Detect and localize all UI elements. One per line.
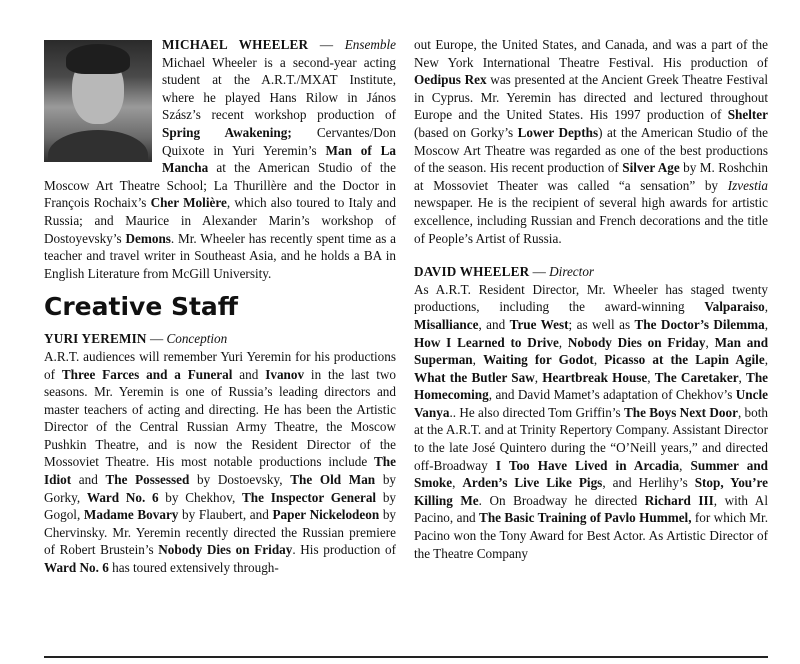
bio-text: newspaper. He is the recipient of several high awards for artistic excellence, including Russian and French decorations and the title of People’s Artist of Russia.	[414, 195, 768, 246]
bio-text: . On Broadway he directed	[478, 492, 645, 508]
bio-text: . His production of	[292, 542, 396, 558]
production-title: Three Farces and a Funeral	[61, 366, 233, 382]
bio-text: (based on Gorky’s	[414, 124, 518, 140]
bio-text: Michael Wheeler is a second-year acting student at the A.R.T./MXAT Institute, where he played Hans Rilow in János Szász’s recent workshop production of	[162, 54, 396, 123]
production-title: The Homecoming	[414, 369, 769, 403]
bio-text: by Flaubert, and	[178, 507, 273, 523]
production-title: What the Butler Saw	[414, 369, 535, 385]
bio-text: , with Al Pacino, and	[414, 492, 768, 526]
bio-text: by Gorky,	[44, 472, 396, 505]
michael-wheeler-headshot	[44, 40, 152, 162]
bio-sep: —	[146, 331, 167, 347]
bio-text: by Dostoevsky,	[189, 472, 291, 488]
production-title: Summer and Smoke	[414, 457, 769, 491]
production-title: Valparaiso	[704, 299, 765, 315]
bio-yuri-yeremin	[44, 330, 396, 576]
bio-text: ; as well as	[568, 316, 635, 332]
production-title: Silver Age	[622, 160, 680, 176]
bio-text: , both at the A.R.T. and at Trinity Repertory Company. Assistant Director to the late José Quintero during the “O’Neill years,” and directed off-Broadway	[414, 404, 768, 473]
bio-text: by Chervinsky. Mr. Yeremin recently directed the Russian premiere of Robert Brustein’s	[44, 507, 397, 558]
production-title: Nobody Dies on Friday	[567, 334, 706, 350]
left-column	[44, 36, 396, 577]
bio-role: Conception	[166, 331, 228, 347]
page-bottom-rule	[44, 656, 768, 658]
production-title: The Possessed	[105, 472, 190, 488]
production-title: Lower Depths	[517, 124, 599, 140]
production-title: Paper Nickelodeon	[272, 507, 380, 523]
bio-text: . Mr. Wheeler has recently spent time as a teacher and travel writer in Southeast Asia, and he holds a BA in English Literature from McGill University.	[44, 230, 396, 281]
bio-text: A.R.T. audiences will remember Yuri Yeremin for his productions of	[44, 348, 396, 382]
production-title: Picasso at the Lapin Agile	[604, 352, 765, 368]
bio-name: DAVID WHEELER	[414, 264, 530, 280]
production-title: True West	[509, 316, 569, 332]
bio-text: Cervantes/Don Quixote in Yuri Yeremin’s	[162, 124, 396, 158]
bio-text: out Europe, the United States, and Canada, and was a part of the New York International Theatre Festival. His production of	[414, 37, 768, 70]
production-title: Richard III	[644, 492, 714, 508]
production-title: Heartbreak House	[542, 369, 648, 385]
bio-text: and	[71, 472, 106, 488]
production-title: Uncle Vanya	[414, 387, 768, 420]
bio-text: ,	[472, 352, 484, 368]
bio-text: ,	[764, 316, 768, 332]
production-title: The Idiot	[44, 454, 396, 488]
bio-name: MICHAEL WHEELER	[162, 37, 309, 52]
publication-title: Izvestia	[727, 177, 768, 193]
bio-text: ,	[679, 457, 691, 473]
bio-text: ,	[705, 334, 715, 350]
bio-text: , and Herlihy’s	[602, 475, 695, 491]
bio-text: ) at the American Studio of the Moscow Art Theatre was regarded as one of the best productions of the season. His recent production of	[414, 124, 768, 176]
bio-text: has toured extensively through-	[108, 560, 279, 576]
bio-text: , which also toured to Italy and Russia; and Maurice in Alexander Marin’s workshop of Dostoyevsky’s	[44, 195, 396, 246]
bio-text: ,	[647, 369, 655, 385]
right-column	[414, 36, 768, 562]
bio-text: by Chekhov,	[158, 489, 243, 505]
production-title: Cher Molière	[150, 195, 227, 211]
production-title: How I Learned to Drive	[414, 334, 559, 350]
production-title: The Caretaker	[654, 369, 739, 385]
production-title: Arden’s Live Like Pigs	[462, 475, 603, 491]
production-title: The Boys Next Door	[623, 404, 738, 420]
section-heading: Creative Staff	[44, 292, 239, 322]
bio-text: by Gogol,	[44, 489, 397, 523]
bio-david-wheeler	[414, 263, 768, 562]
bio-text: As A.R.T. Resident Director, Mr. Wheeler has staged twenty productions, including the award-winning	[414, 281, 768, 315]
bio-role: Director	[549, 264, 595, 280]
production-title: The Inspector General	[242, 489, 377, 505]
bio-text: was presented at the Ancient Greek Theatre Festival in Cyprus. Mr. Yeremin has directed and lectured throughout Europe and the United States. His 1997 production of	[414, 72, 768, 123]
bio-sep: —	[308, 37, 345, 52]
bio-yuri-yeremin-continued	[414, 36, 768, 247]
production-title: Waiting for Godot	[483, 352, 594, 368]
bio-text: ,	[764, 352, 768, 368]
bio-text: and	[232, 366, 266, 382]
production-title: Shelter	[727, 107, 768, 123]
bio-text: ,	[452, 475, 463, 491]
production-title: Madame Bovary	[83, 507, 179, 523]
bio-text: ,	[558, 334, 568, 350]
production-title: The Basic Training of Pavlo Hummel,	[479, 510, 692, 526]
bio-role: Ensemble	[344, 37, 397, 52]
production-title: The Doctor’s Dilemma	[634, 316, 765, 332]
production-title: Ward No. 6	[44, 560, 109, 576]
production-title: Demons	[125, 230, 171, 246]
bio-text: at the American Studio of the Moscow Art Theatre School; La Thurillère and the Doctor in François Rochaix’s	[44, 160, 396, 211]
production-title: Man and Superman	[414, 334, 769, 368]
production-title: Nobody Dies on Friday	[158, 542, 293, 558]
production-title: Man of La Mancha	[162, 142, 396, 176]
production-title: Oedipus Rex	[414, 72, 487, 88]
production-title: Misalliance	[414, 316, 479, 332]
bio-name: YURI YEREMIN	[44, 331, 147, 347]
bio-text: , and David Mamet’s adaptation of Chekhov’s	[488, 387, 736, 403]
bio-text: ,	[593, 352, 605, 368]
bio-text: for which Mr. Pacino won the Tony Award for Best Actor. As Artistic Director of the Theatre Company	[414, 510, 768, 561]
bio-text: ,	[764, 299, 768, 315]
production-title: Stop, You’re Killing Me	[414, 475, 769, 508]
production-title: Ward No. 6	[86, 489, 159, 505]
production-title: Ivanov	[265, 366, 305, 382]
bio-text: , and	[478, 316, 510, 332]
bio-text: ,	[738, 369, 747, 385]
bio-text: .. He also directed Tom Griffin’s	[449, 404, 624, 420]
bio-text: ,	[534, 369, 543, 385]
bio-sep: —	[529, 264, 550, 280]
bio-text: in the last two seasons. Mr. Yeremin is one of Russia’s leading directors and master teachers of acting and directing. He has been the Artistic Director of the Central Russian Army Theatre, the Moscow Pushkin Theatre, and is now the Resident Director of the Mossoviet Theatre. His most notable productions include	[44, 366, 396, 470]
production-title: I Too Have Lived in Arcadia	[495, 457, 680, 473]
bio-text: by M. Roshchin at Mossoviet Theater was called “a sensation” by	[414, 160, 769, 193]
production-title: Spring Awakening;	[162, 124, 292, 140]
production-title: The Old Man	[290, 472, 376, 488]
